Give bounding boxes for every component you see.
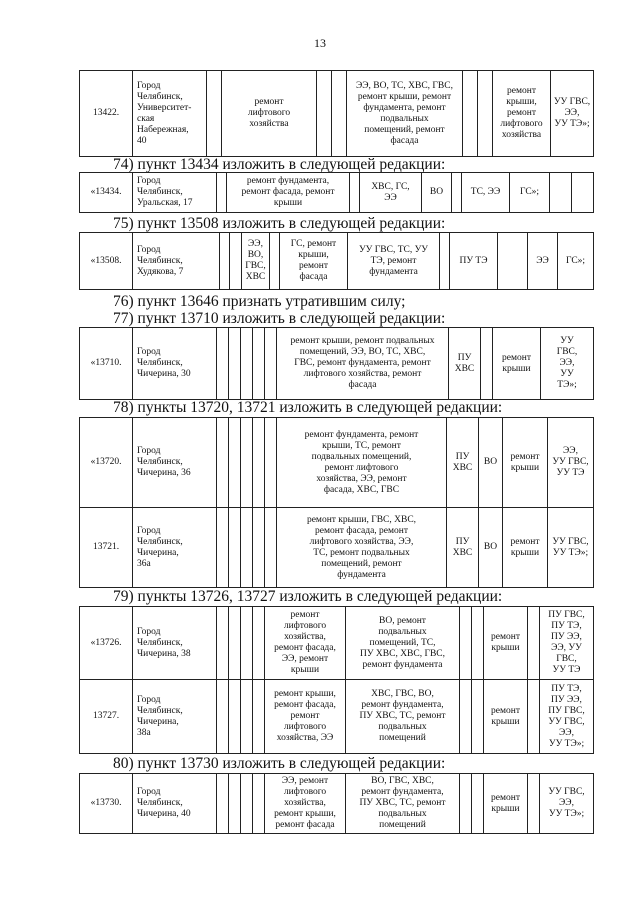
works-cell: УУ ГВС, ЭЭ, УУ ТЭ»; xyxy=(540,774,594,834)
works-cell: ЭЭ xyxy=(528,233,558,290)
heading-80: 80) пункт 13730 изложить в следующей редакции: xyxy=(113,755,446,772)
works-cell: ВО, ремонт подвальных помещений, ТС, ПУ ХВС, ХВС, ГВС, ремонт фундамента xyxy=(346,607,460,680)
works-cell: ВО xyxy=(479,418,503,508)
works-cell: ГС»; xyxy=(510,173,550,213)
works-cell: УУ ГВС, ЭЭ, УУ ТЭ»; xyxy=(541,328,594,400)
works-cell: ВО xyxy=(422,173,452,213)
address-cell: Город Челябинск, Чичерина, 36а xyxy=(133,508,217,588)
heading-79: 79) пункты 13726, 13727 изложить в следующей редакции: xyxy=(113,588,503,605)
row-number: 13721. xyxy=(80,508,133,588)
row-number: 13727. xyxy=(80,680,133,754)
heading-76: 76) пункт 13646 признать утратившим силу; xyxy=(113,293,406,310)
works-cell: ремонт крыши, ремонт фасада, ремонт лифтового хозяйства, ЭЭ xyxy=(265,680,346,754)
works-cell: ремонт крыши, ГВС, ХВС, ремонт фасада, ремонт лифтового хозяйства, ЭЭ, ТС, ремонт подвальных помещений, ремонт фундамента xyxy=(277,508,447,588)
works-cell: ремонт крыши, ремонт лифтового хозяйства xyxy=(493,71,551,157)
row-number: «13508. xyxy=(80,233,133,290)
row-number: «13434. xyxy=(80,173,133,213)
row-number: «13730. xyxy=(80,774,133,834)
row-number: «13726. xyxy=(80,607,133,680)
works-cell: ПУ ГВС, ПУ ТЭ, ПУ ЭЭ, ЭЭ, УУ ГВС, УУ ТЭ xyxy=(540,607,594,680)
works-cell: ремонт крыши xyxy=(493,328,541,400)
works-cell: ремонт фундамента, ремонт крыши, ТС, ремонт подвальных помещений, ремонт лифтового хозяйства, ЭЭ, ремонт фасада, ХВС, ГВС xyxy=(277,418,447,508)
works-cell: ремонт крыши xyxy=(484,774,528,834)
address-cell: Город Челябинск, Чичерина, 38 xyxy=(133,607,217,680)
works-cell: ЭЭ, УУ ГВС, УУ ТЭ xyxy=(548,418,594,508)
works-cell: УУ ГВС, УУ ТЭ»; xyxy=(548,508,594,588)
table-13434 xyxy=(79,172,594,213)
works-cell: ремонт лифтового хозяйства, ремонт фасада, ЭЭ, ремонт крыши xyxy=(265,607,346,680)
works-cell: ПУ ТЭ, ПУ ЭЭ, ПУ ГВС, УУ ГВС, ЭЭ, УУ ТЭ»; xyxy=(540,680,594,754)
address-cell: Город Челябинск, Университет- ская Набережная, 40 xyxy=(133,71,207,157)
row-number: «13720. xyxy=(80,418,133,508)
works-cell: ХВС, ГВС, ВО, ремонт фундамента, ПУ ХВС, ТС, ремонт подвальных помещений xyxy=(346,680,460,754)
works-cell: ГС»; xyxy=(558,233,594,290)
works-cell: ВО xyxy=(479,508,503,588)
address-cell: Город Челябинск, Чичерина, 40 xyxy=(133,774,217,834)
works-cell: ЭЭ, ВО, ГВС, ХВС xyxy=(242,233,270,290)
table-13726-13727 xyxy=(79,606,594,754)
row-number: «13710. xyxy=(80,328,133,400)
works-cell: ХВС, ГС, ЭЭ xyxy=(360,173,422,213)
heading-75: 75) пункт 13508 изложить в следующей редакции: xyxy=(113,215,446,232)
works-cell: ЭЭ, ВО, ТС, ХВС, ГВС, ремонт крыши, ремонт фундамента, ремонт подвальных помещений, ремонт фасада xyxy=(347,71,463,157)
heading-77: 77) пункт 13710 изложить в следующей редакции: xyxy=(113,310,446,327)
works-cell: ремонт крыши xyxy=(484,680,528,754)
works-cell: ГС, ремонт крыши, ремонт фасада xyxy=(280,233,348,290)
address-cell: Город Челябинск, Худякова, 7 xyxy=(133,233,220,290)
works-cell: ЭЭ, ремонт лифтового хозяйства, ремонт крыши, ремонт фасада xyxy=(265,774,346,834)
page-number: 13 xyxy=(314,36,326,50)
address-cell: Город Челябинск, Уральская, 17 xyxy=(133,173,217,213)
address-cell: Город Челябинск, Чичерина, 38а xyxy=(133,680,217,754)
row-number: 13422. xyxy=(80,71,133,157)
heading-78: 78) пункты 13720, 13721 изложить в следующей редакции: xyxy=(113,399,503,416)
works-cell: ПУ ХВС xyxy=(449,328,481,400)
table-13508 xyxy=(79,232,594,290)
table-13720-13721 xyxy=(79,417,594,588)
table-13730 xyxy=(79,773,594,834)
heading-74: 74) пункт 13434 изложить в следующей редакции: xyxy=(113,156,446,173)
works-cell: УУ ГВС, ТС, УУ ТЭ, ремонт фундамента xyxy=(348,233,440,290)
works-cell: ремонт крыши xyxy=(503,508,548,588)
address-cell: Город Челябинск, Чичерина, 30 xyxy=(133,328,217,400)
works-cell: ремонт крыши xyxy=(484,607,528,680)
works-cell: УУ ГВС, ЭЭ, УУ ТЭ»; xyxy=(551,71,594,157)
table-13422 xyxy=(79,70,594,157)
table-13710 xyxy=(79,327,594,400)
works-cell: ПУ ХВС xyxy=(447,508,479,588)
works-cell: ремонт лифтового хозяйства xyxy=(222,71,317,157)
works-cell: ПУ ТЭ xyxy=(450,233,498,290)
works-cell: ТС, ЭЭ xyxy=(462,173,510,213)
works-cell: ПУ ХВС xyxy=(447,418,479,508)
works-cell: ремонт фундамента, ремонт фасада, ремонт крыши xyxy=(227,173,350,213)
works-cell: ВО, ГВС, ХВС, ремонт фундамента, ПУ ХВС, ТС, ремонт подвальных помещений xyxy=(346,774,460,834)
works-cell: ремонт крыши xyxy=(503,418,548,508)
address-cell: Город Челябинск, Чичерина, 36 xyxy=(133,418,217,508)
works-cell: ремонт крыши, ремонт подвальных помещений, ЭЭ, ВО, ТС, ХВС, ГВС, ремонт фундамента, ремонт лифтового хозяйства, ремонт фасада xyxy=(277,328,449,400)
